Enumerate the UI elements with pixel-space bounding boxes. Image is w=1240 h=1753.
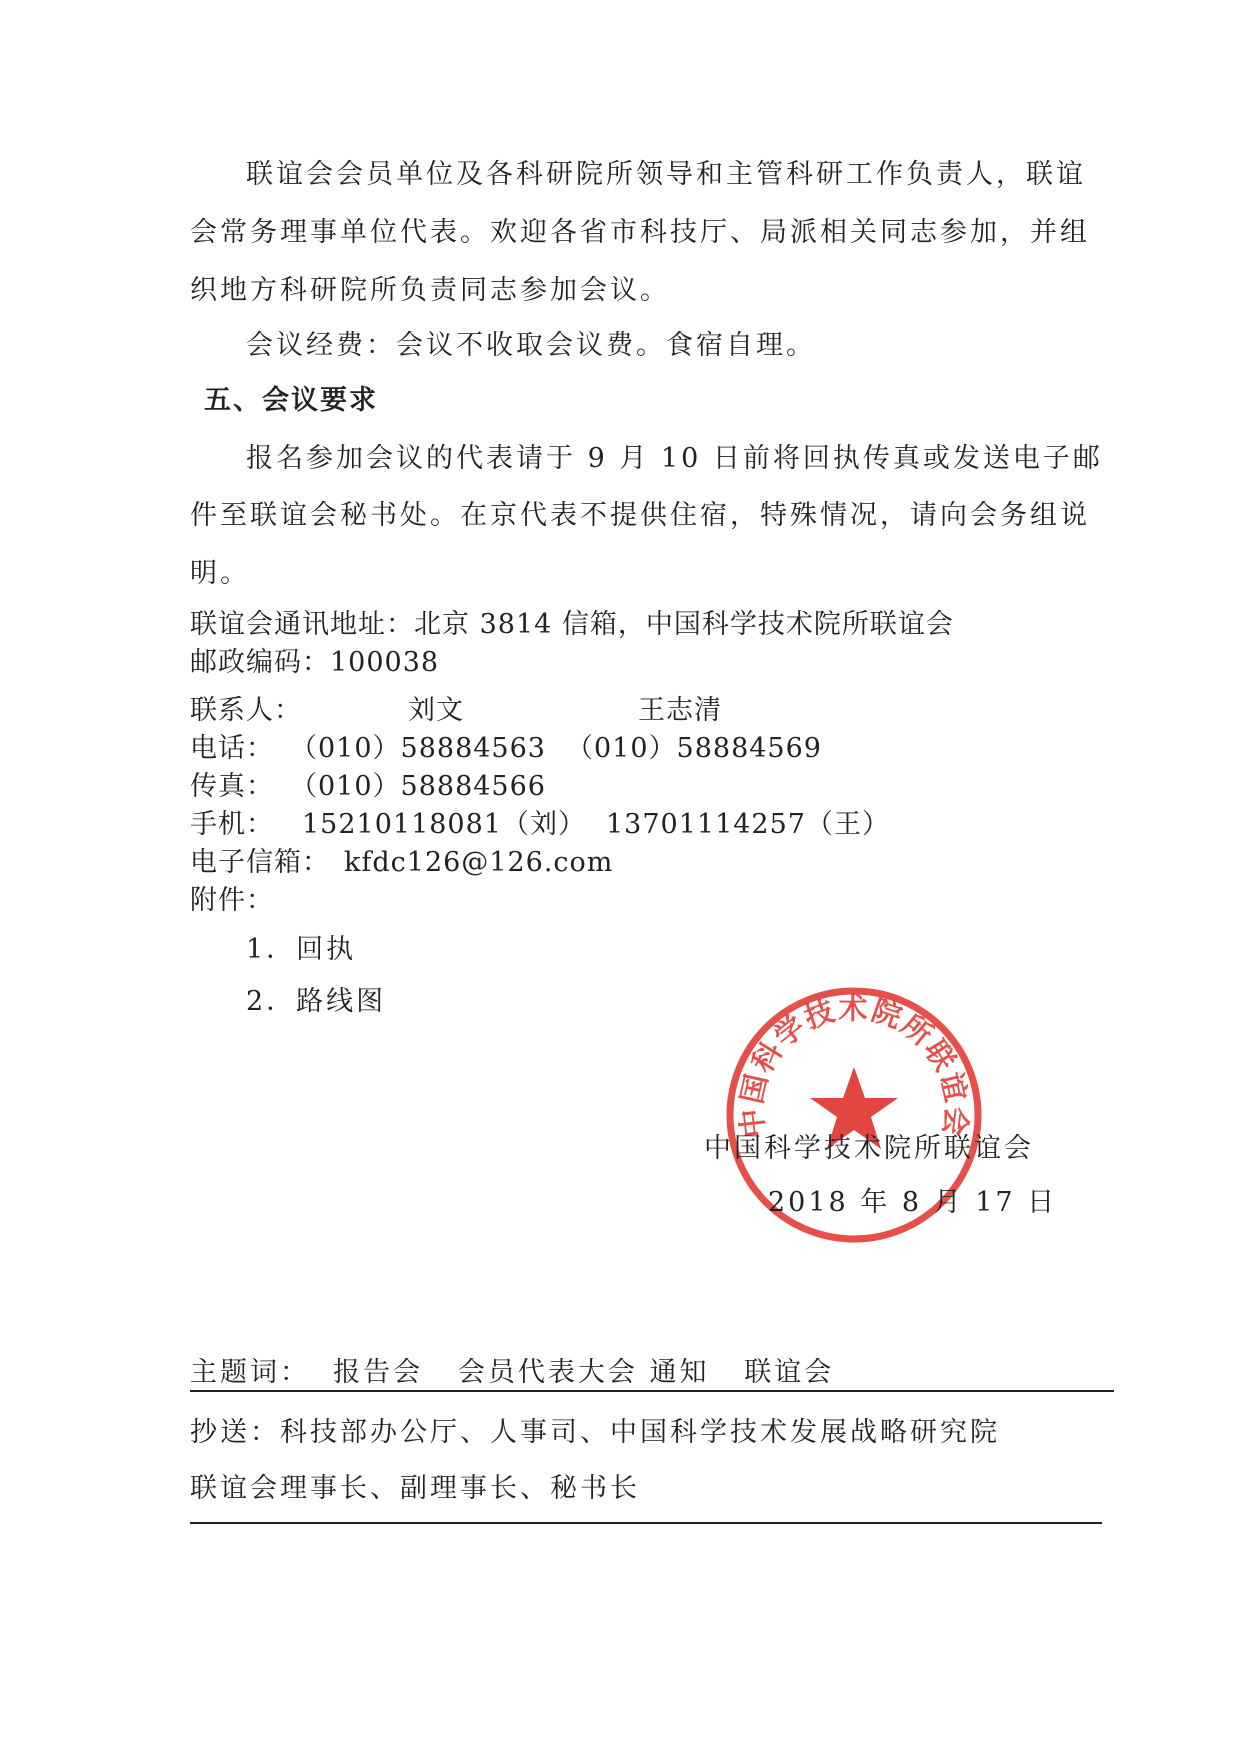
attachments-label: 附件： bbox=[190, 885, 274, 916]
keywords-divider bbox=[190, 1390, 1114, 1392]
attachment-item-2: 2．路线图 bbox=[246, 986, 387, 1017]
keywords-line: 主题词： 报告会 会员代表大会 通知 联谊会 bbox=[190, 1357, 835, 1388]
postcode-row bbox=[190, 640, 439, 679]
meeting-fee-text: 会议经费：会议不收取会议费。食宿自理。 bbox=[246, 330, 816, 361]
attachment-item-1: 1．回执 bbox=[246, 934, 357, 965]
body-paragraph-1-line-2: 会常务理事单位代表。欢迎各省市科技厅、局派相关同志参加，并组 bbox=[190, 217, 1090, 248]
address-label: 联谊会通讯地址： bbox=[190, 609, 414, 640]
body-paragraph-1-line-1: 联谊会会员单位及各科研院所领导和主管科研工作负责人，联谊 bbox=[246, 159, 1086, 190]
postcode-label: 邮政编码： bbox=[190, 647, 330, 678]
email-row bbox=[190, 840, 613, 879]
section-5-heading: 五、会议要求 bbox=[204, 385, 378, 416]
contact-person-1: 刘文 bbox=[408, 695, 464, 726]
email-label: 电子信箱： bbox=[190, 847, 330, 878]
contact-person-label: 联系人： bbox=[190, 695, 302, 726]
phone-label: 电话： bbox=[190, 733, 274, 764]
phone-1: （010）58884563 bbox=[290, 733, 546, 764]
body-paragraph-1-line-3: 织地方科研院所负责同志参加会议。 bbox=[190, 275, 670, 306]
cc-line-1: 抄送：科技部办公厅、人事司、中国科学技术发展战略研究院 bbox=[190, 1417, 1000, 1448]
fax-number: （010）58884566 bbox=[290, 771, 546, 802]
body-paragraph-2-line-1: 报名参加会议的代表请于 9 月 10 日前将回执传真或发送电子邮 bbox=[246, 443, 1103, 474]
fax-label: 传真： bbox=[190, 771, 274, 802]
mobile-label: 手机： bbox=[190, 809, 274, 840]
postcode-value: 100038 bbox=[330, 647, 440, 678]
address-value: 北京 3814 信箱，中国科学技术院所联谊会 bbox=[414, 609, 954, 640]
signature-organization: 中国科学技术院所联谊会 bbox=[704, 1133, 1034, 1164]
cc-line-2: 联谊会理事长、副理事长、秘书长 bbox=[190, 1473, 640, 1504]
phone-2: （010）58884569 bbox=[566, 733, 822, 764]
address-row bbox=[190, 602, 954, 641]
body-paragraph-2-line-3: 明。 bbox=[190, 558, 250, 589]
seal-text: 中国科学技术院所联谊会 bbox=[734, 991, 974, 1140]
contact-person-2: 王志清 bbox=[638, 695, 722, 726]
mobile-1: 15210118081（刘） bbox=[302, 809, 586, 840]
cc-divider bbox=[190, 1522, 1102, 1524]
body-paragraph-2-line-2: 件至联谊会秘书处。在京代表不提供住宿，特殊情况，请向会务组说 bbox=[190, 500, 1090, 531]
email-value: kfdc126@126.com bbox=[344, 847, 614, 878]
signature-date: 2018 年 8 月 17 日 bbox=[768, 1187, 1058, 1218]
mobile-2: 13701114257（王） bbox=[606, 809, 890, 840]
